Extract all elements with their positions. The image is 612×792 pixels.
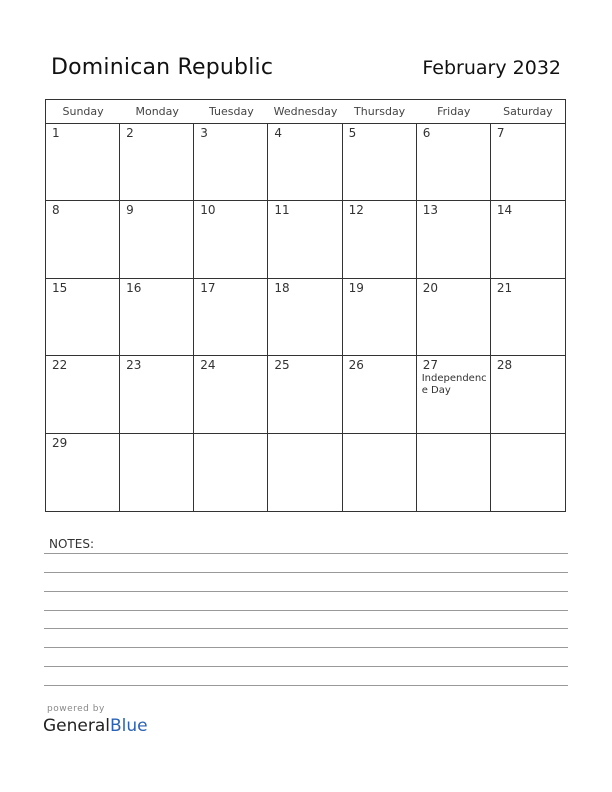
- notes-line: [44, 572, 568, 573]
- notes-line: [44, 591, 568, 592]
- day-cell: [46, 124, 120, 201]
- weekday-tuesday: Tuesday: [208, 105, 254, 118]
- day-number: 27: [422, 358, 438, 373]
- day-cell: [194, 201, 268, 278]
- day-cell: [268, 279, 342, 356]
- day-cell: [268, 356, 342, 433]
- day-cell: [46, 279, 120, 356]
- day-number: 16: [126, 280, 142, 295]
- day-cell: [417, 201, 491, 278]
- country-title: Dominican Republic: [51, 55, 274, 80]
- day-number: 11: [274, 203, 290, 218]
- day-cell: [417, 124, 491, 201]
- day-number: 9: [126, 203, 134, 218]
- notes-line: [44, 666, 568, 667]
- generalblue-logo: [43, 716, 148, 736]
- day-cell: [120, 434, 194, 511]
- day-number: 10: [200, 203, 216, 218]
- day-cell: [343, 201, 417, 278]
- day-number: 17: [200, 280, 216, 295]
- brand-general: General: [43, 716, 110, 736]
- weekday-thursday: Thursday: [354, 105, 406, 118]
- day-number: 2: [126, 126, 134, 140]
- day-number: 18: [274, 280, 290, 295]
- month-title: February 2032: [422, 57, 561, 79]
- weekday-friday: Friday: [437, 105, 471, 118]
- day-number: 4: [274, 126, 283, 140]
- day-cell: [417, 356, 491, 433]
- day-cell: [268, 201, 342, 278]
- weekday-monday: Monday: [135, 105, 179, 118]
- calendar-grid: [45, 99, 566, 512]
- day-number: 7: [496, 126, 505, 140]
- notes-line: [44, 647, 568, 648]
- day-number: 13: [422, 203, 438, 218]
- day-cell: [268, 434, 342, 511]
- day-cell: [120, 124, 194, 201]
- day-number: 28: [496, 358, 513, 373]
- day-number: 20: [422, 280, 438, 295]
- day-cell: [194, 434, 268, 511]
- day-number: 24: [200, 358, 216, 373]
- powered-by-text: powered by: [47, 704, 105, 714]
- weekday-saturday: Saturday: [503, 105, 553, 118]
- day-cell: [268, 124, 342, 201]
- day-number: 6: [422, 126, 431, 140]
- day-cell: [417, 434, 491, 511]
- day-cell: [491, 356, 565, 433]
- day-cell: [46, 201, 120, 278]
- weekday-header: [46, 100, 565, 124]
- holiday-label: Independence Day: [421, 373, 487, 397]
- day-number: 21: [496, 280, 513, 295]
- day-cell: [491, 279, 565, 356]
- notes-line: [44, 553, 568, 554]
- day-number: 23: [126, 358, 142, 373]
- weekday-sunday: Sunday: [62, 105, 104, 118]
- notes-line: [44, 610, 568, 611]
- day-cell: [120, 201, 194, 278]
- day-number: 29: [52, 435, 68, 450]
- day-number: 5: [348, 126, 357, 140]
- brand-blue: Blue: [110, 716, 148, 736]
- notes-line: [44, 628, 568, 629]
- day-number: 15: [52, 280, 68, 295]
- day-cell: [120, 279, 194, 356]
- notes-label: NOTES:: [49, 537, 94, 551]
- day-number: 22: [52, 358, 68, 373]
- day-number: 26: [348, 358, 364, 373]
- day-number: 8: [52, 203, 60, 218]
- day-cell: [46, 434, 120, 511]
- day-cell: [343, 279, 417, 356]
- day-cell: [194, 124, 268, 201]
- day-number: 1: [52, 126, 60, 140]
- day-cells: [46, 124, 565, 511]
- day-cell: [343, 124, 417, 201]
- day-cell: [46, 356, 120, 433]
- day-number: 25: [274, 358, 290, 373]
- weekday-wednesday: Wednesday: [273, 105, 338, 118]
- day-cell: [417, 279, 491, 356]
- day-cell: [194, 356, 268, 433]
- day-number: 12: [348, 203, 364, 218]
- day-cell: [194, 279, 268, 356]
- day-cell: [491, 124, 565, 201]
- day-cell: [491, 434, 565, 511]
- day-cell: [120, 356, 194, 433]
- day-number: 14: [496, 203, 513, 218]
- day-cell: [343, 356, 417, 433]
- day-cell: [343, 434, 417, 511]
- day-number: 3: [200, 126, 208, 140]
- day-cell: [491, 201, 565, 278]
- day-number: 19: [348, 280, 364, 295]
- notes-line: [44, 685, 568, 686]
